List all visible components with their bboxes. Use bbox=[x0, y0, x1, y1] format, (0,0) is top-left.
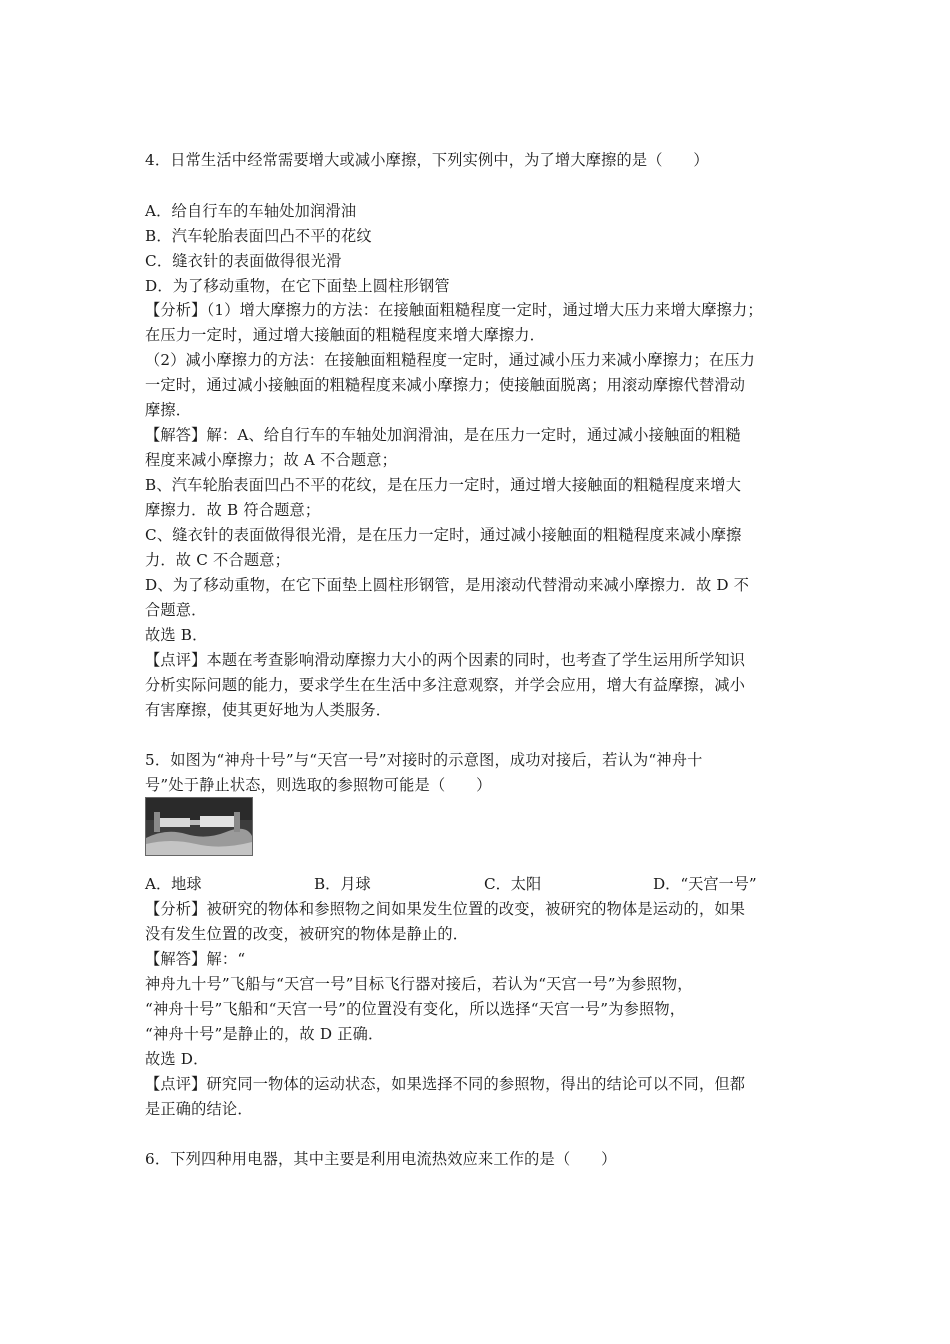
q5-answer: 故选 D． bbox=[145, 1050, 209, 1068]
q5-solution-line: 【解答】解：“ bbox=[145, 950, 246, 968]
q5-solution-line: “神舟十号”飞船和“天宫一号”的位置没有变化，所以选择“天宫一号”为参照物， bbox=[145, 1000, 686, 1018]
q4-comment-line: 有害摩擦，使其更好地为人类服务． bbox=[145, 701, 392, 719]
q4-comment-line: 分析实际问题的能力，要求学生在生活中多注意观察，并学会应用，增大有益摩擦，减小 bbox=[145, 676, 746, 694]
spacecraft-docking-photo bbox=[145, 797, 253, 856]
q4-solution-line: C、缝衣针的表面做得很光滑，是在压力一定时，通过减小接触面的粗糙程度来减小摩擦 bbox=[145, 526, 742, 544]
q5-stem-line: 5．如图为“神舟十号”与“天宫一号”对接时的示意图，成功对接后，若认为“神舟十 bbox=[145, 751, 703, 769]
q5-solution-line: “神舟十号”是静止的，故 D 正确． bbox=[145, 1025, 384, 1043]
q6-stem: 6．下列四种用电器，其中主要是利用电流热效应来工作的是（ ） bbox=[145, 1150, 617, 1168]
q4-solution-line: 合题意． bbox=[145, 601, 207, 619]
q4-option-b: B．汽车轮胎表面凹凸不平的花纹 bbox=[145, 227, 372, 245]
q4-answer: 故选 B． bbox=[145, 626, 208, 644]
q4-solution-line: 【解答】解：A、给自行车的车轴处加润滑油，是在压力一定时，通过减小接触面的粗糙 bbox=[145, 426, 741, 444]
q5-comment-line: 是正确的结论． bbox=[145, 1100, 253, 1118]
q4-stem: 4．日常生活中经常需要增大或减小摩擦，下列实例中，为了增大摩擦的是（ ） bbox=[145, 151, 709, 169]
q4-analysis-line: 一定时，通过减小接触面的粗糙程度来减小摩擦力；使接触面脱离；用滚动摩擦代替滑动 bbox=[145, 376, 746, 394]
q4-comment-line: 【点评】本题在考查影响滑动摩擦力大小的两个因素的同时，也考查了学生运用所学知识 bbox=[145, 651, 746, 669]
q5-comment-line: 【点评】研究同一物体的运动状态，如果选择不同的参照物，得出的结论可以不同，但都 bbox=[145, 1075, 746, 1093]
q4-analysis-line: 摩擦． bbox=[145, 401, 192, 419]
q4-solution-line: 摩擦力．故 B 符合题意； bbox=[145, 501, 321, 519]
q5-option-b: B．月球 bbox=[314, 875, 371, 893]
q5-analysis-line: 【分析】被研究的物体和参照物之间如果发生位置的改变，被研究的物体是运动的，如果 bbox=[145, 900, 746, 918]
q4-analysis-line: （2）减小摩擦力的方法：在接触面粗糙程度一定时，通过减小压力来减小摩擦力；在压力 bbox=[145, 351, 755, 369]
q4-analysis-line: 在压力一定时，通过增大接触面的粗糙程度来增大摩擦力． bbox=[145, 326, 546, 344]
q5-option-d: D．“天宫一号” bbox=[653, 875, 757, 893]
q5-option-c: C．太阳 bbox=[484, 875, 542, 893]
q5-option-a: A．地球 bbox=[145, 875, 202, 893]
q4-analysis-line: 【分析】（1）增大摩擦力的方法：在接触面粗糙程度一定时，通过增大压力来增大摩擦力； bbox=[145, 301, 763, 319]
q5-stem-line: 号”处于静止状态，则选取的参照物可能是（ ） bbox=[145, 776, 492, 794]
q4-option-d: D．为了移动重物，在它下面垫上圆柱形钢管 bbox=[145, 277, 450, 295]
q4-solution-line: 程度来减小摩擦力；故 A 不合题意； bbox=[145, 451, 398, 469]
q4-solution-line: B、汽车轮胎表面凹凸不平的花纹，是在压力一定时，通过增大接触面的粗糙程度来增大 bbox=[145, 476, 742, 494]
q5-analysis-line: 没有发生位置的改变，被研究的物体是静止的． bbox=[145, 925, 469, 943]
q4-option-a: A．给自行车的车轴处加润滑油 bbox=[145, 202, 357, 220]
q4-solution-line: D、为了移动重物，在它下面垫上圆柱形钢管，是用滚动代替滑动来减小摩擦力．故 D 不 bbox=[145, 576, 750, 594]
q4-option-c: C．缝衣针的表面做得很光滑 bbox=[145, 252, 342, 270]
q4-solution-line: 力．故 C 不合题意； bbox=[145, 551, 290, 569]
q5-solution-line: 神舟九十号”飞船与“天宫一号”目标飞行器对接后，若认为“天宫一号”为参照物， bbox=[145, 975, 693, 993]
